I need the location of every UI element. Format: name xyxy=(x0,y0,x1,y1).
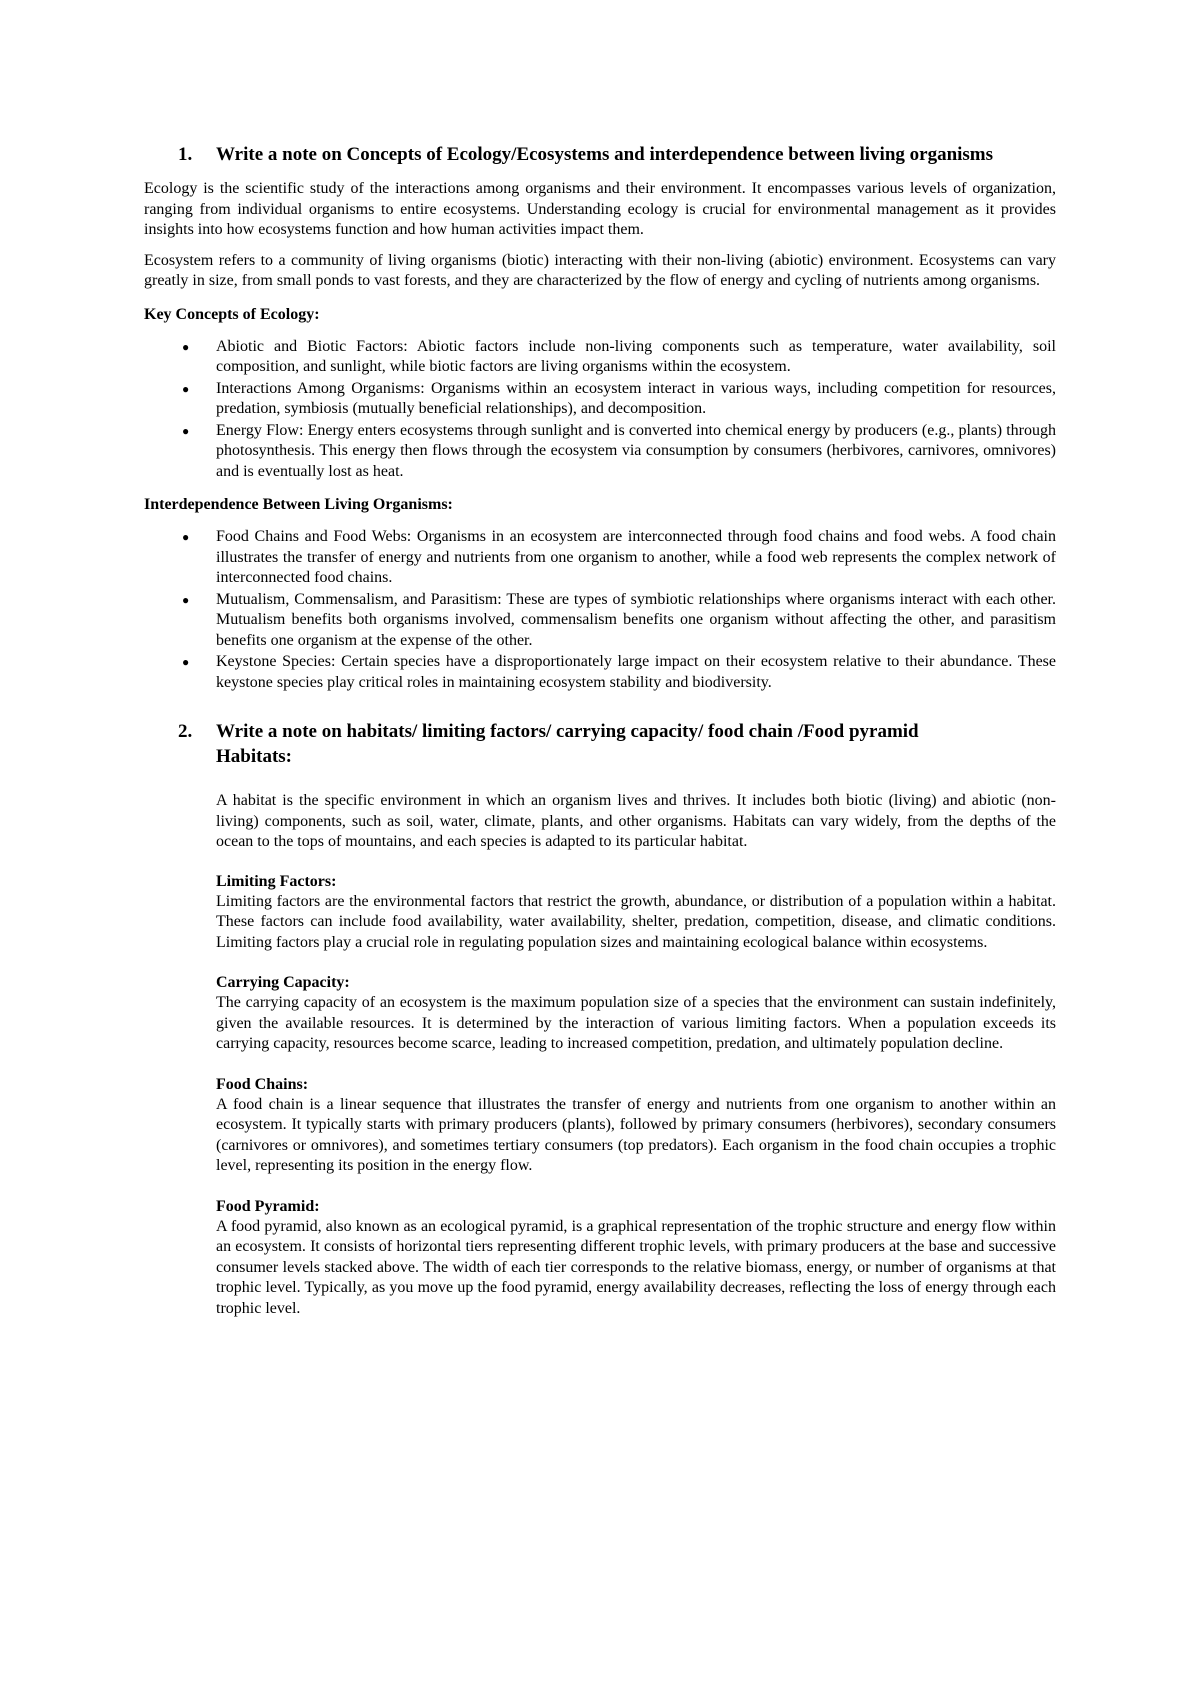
list-item xyxy=(144,379,1056,420)
bullet-icon: ● xyxy=(182,655,190,669)
list-item xyxy=(144,337,1056,378)
ecology-paragraph: Ecology is the scientific study of the interactions among organisms and their environment. It encompasses various levels of organization, ranging from individual organisms to entire ecosystems. Understanding ecology is crucial for environmental management as it provides insights into how ecosystems function and how human activities impact them. xyxy=(144,180,1056,238)
list-item xyxy=(144,652,1056,693)
food-chains-heading: Food Chains: xyxy=(216,1075,309,1093)
document-content xyxy=(144,142,1056,1338)
section-2-title: Write a note on habitats/ limiting factors/ carrying capacity/ food chain /Food pyramid xyxy=(216,721,919,742)
section-spacer xyxy=(144,705,1056,719)
section-1-heading xyxy=(144,142,1056,167)
limiting-factors-block xyxy=(216,871,1056,954)
section-1-title: Write a note on Concepts of Ecology/Ecosystems and interdependence between living organisms xyxy=(216,144,994,165)
section-2-title-block xyxy=(216,719,1056,769)
list-item-text: Interactions Among Organisms: Organisms within an ecosystem interact in various ways, including competition for resources, predation, symbiosis (mutually beneficial relationships), and decomposition. xyxy=(216,379,1056,417)
list-item-text: Abiotic and Biotic Factors: Abiotic factors include non-living components such as temperature, water availability, soil composition, and sunlight, while biotic factors are living organisms within the ecosystem. xyxy=(216,337,1056,375)
list-item-text: Keystone Species: Certain species have a disproportionately large impact on their ecosystem relative to their abundance. These keystone species play critical roles in maintaining ecosystem stability and biodiversity. xyxy=(216,653,1056,691)
bullet-icon: ● xyxy=(182,423,190,438)
food-pyramid-text: A food pyramid, also known as an ecological pyramid, is a graphical representation of the trophic structure and energy flow within an ecosystem. It consists of horizontal tiers representing different trophic levels, with primary producers at the base and successive consumer levels stacked above. The width of each tier corresponds to the relative biomass, energy, or number of organisms at that trophic level. Typically, as you move up the food pyramid, energy availability decreases, reflecting the loss of energy through each trophic level. xyxy=(216,1217,1056,1317)
food-chains-text: A food chain is a linear sequence that illustrates the transfer of energy and nutrients from one organism to another within an ecosystem. It typically starts with primary producers (plants), followed by primary consumers (herbivores), secondary consumers (carnivores or omnivores), and sometimes tertiary consumers (top predators). Each organism in the food chain occupies a trophic level, representing its position in the energy flow. xyxy=(216,1095,1056,1174)
food-pyramid-heading: Food Pyramid: xyxy=(216,1197,320,1215)
carrying-capacity-block xyxy=(216,972,1056,1055)
ecosystem-paragraph: Ecosystem refers to a community of living organisms (biotic) interacting with their non-living (abiotic) environment. Ecosystems can vary greatly in size, from small ponds to vast forests, and they are characterized by the flow of energy and cycling of nutrients among organisms. xyxy=(144,251,1056,289)
limiting-factors-text: Limiting factors are the environmental factors that restrict the growth, abundance, or distribution of a population within a habitat. These factors can include food availability, water availability, shelter, predation, competition, disease, and climatic conditions. Limiting factors play a crucial role in regulating population sizes and maintaining ecological balance within ecosystems. xyxy=(216,892,1056,951)
limiting-factors-heading: Limiting Factors: xyxy=(216,872,337,890)
section-2-body xyxy=(216,791,1056,1319)
list-item xyxy=(144,590,1056,652)
bullet-icon: ● xyxy=(182,592,190,607)
bullet-icon: ● xyxy=(182,530,190,544)
interdependence-heading: Interdependence Between Living Organisms: xyxy=(144,496,453,513)
key-concepts-list xyxy=(144,337,1056,483)
section-1-number: 1. xyxy=(178,144,193,165)
interdependence-list xyxy=(144,527,1056,693)
list-item-text: Mutualism, Commensalism, and Parasitism: These are types of symbiotic relationships where organisms interact with each other. Mutualism benefits both organisms involved, commensalism benefits one organism without affecting the other, and parasitism benefits one organism at the expense of the other. xyxy=(216,590,1056,649)
list-item xyxy=(144,527,1056,589)
food-pyramid-block xyxy=(216,1196,1056,1320)
habitat-paragraph: A habitat is the specific environment in which an organism lives and thrives. It includes both biotic (living) and abiotic (non-living) components, such as soil, water, climate, plants, and other organisms. Habitats can vary widely, from the depths of the ocean to the tops of mountains, and each species is adapted to its particular habitat. xyxy=(216,792,1056,850)
bullet-icon: ● xyxy=(182,339,190,354)
food-chains-block xyxy=(216,1074,1056,1177)
carrying-capacity-text: The carrying capacity of an ecosystem is the maximum population size of a species that the environment can sustain indefinitely, given the available resources. It is determined by the interaction of various limiting factors. When a population exceeds its carrying capacity, resources become scarce, leading to increased competition, predation, and ultimately population decline. xyxy=(216,994,1056,1052)
bullet-icon: ● xyxy=(182,381,190,396)
key-concepts-heading: Key Concepts of Ecology: xyxy=(144,305,320,323)
list-item xyxy=(144,421,1056,483)
section-2-heading xyxy=(144,719,1056,769)
list-item-text: Energy Flow: Energy enters ecosystems through sunlight and is converted into chemical energy by producers (e.g., plants) through photosynthesis. This energy then flows through the ecosystem via consumption by consumers (herbivores, carnivores, omnivores) and is eventually lost as heat. xyxy=(216,421,1056,480)
habitats-heading: Habitats: xyxy=(216,746,292,767)
carrying-capacity-heading: Carrying Capacity: xyxy=(216,974,350,991)
list-item-text: Food Chains and Food Webs: Organisms in an ecosystem are interconnected through food chains and food webs. A food chain illustrates the transfer of energy and nutrients from one organism to another, while a food web represents the complex network of interconnected food chains. xyxy=(216,528,1056,586)
section-2-number: 2. xyxy=(178,721,193,742)
